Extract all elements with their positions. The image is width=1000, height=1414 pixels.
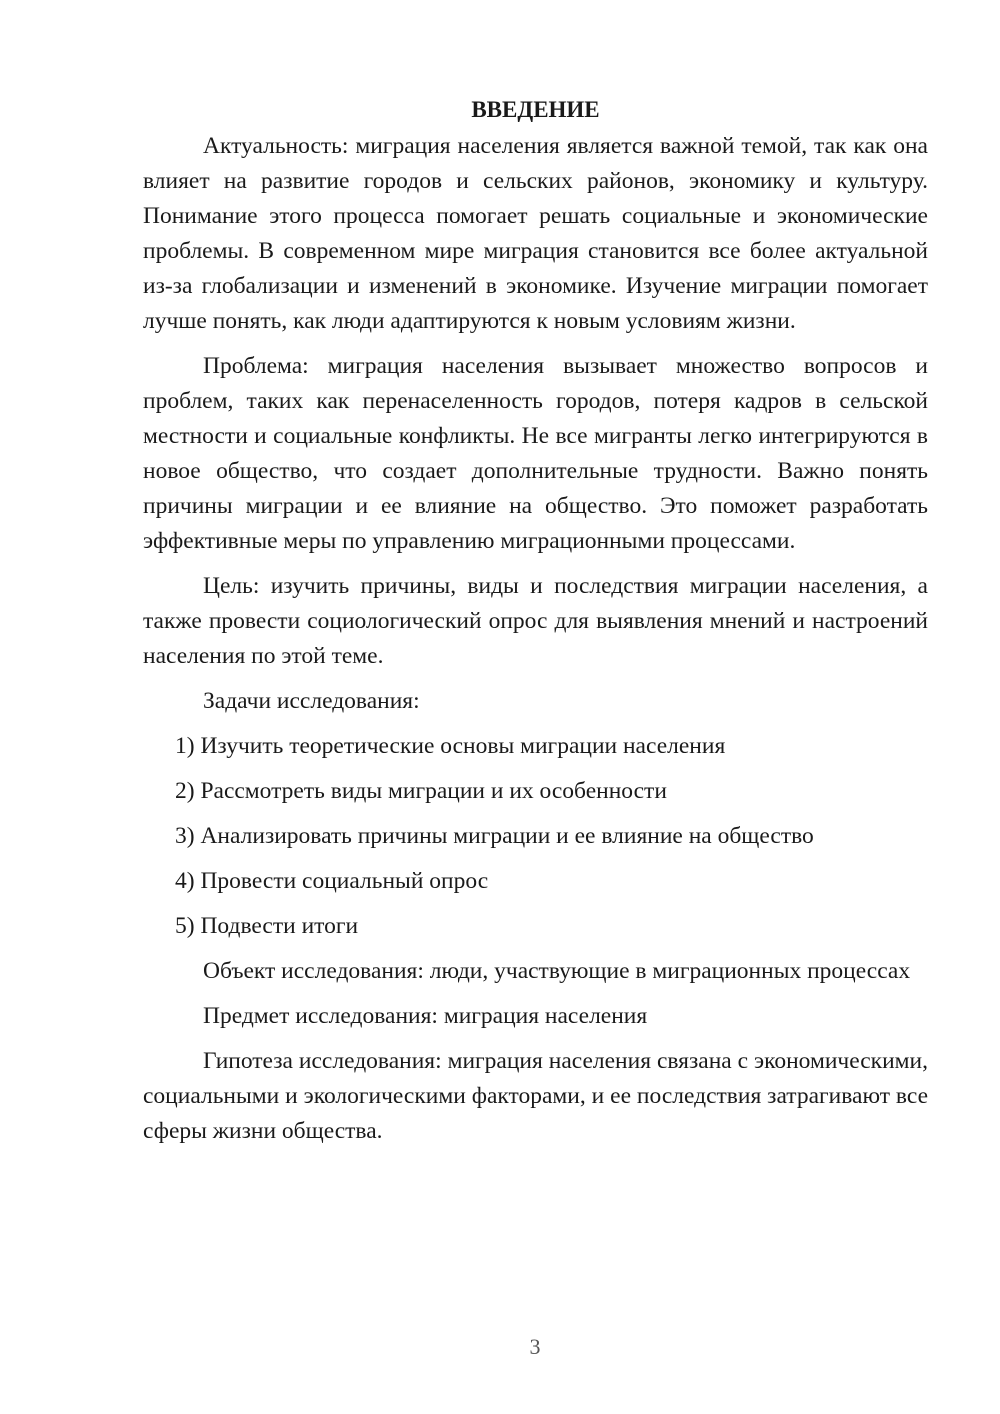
page-number: 3 [529,1334,541,1359]
page-content [143,92,928,1159]
hypothesis-paragraph: Гипотеза исследования: миграция населения связана с экономическими, социальными и экологическими факторами, и ее последствия затрагивают все сферы жизни общества. [143,1048,928,1144]
section-title: ВВЕДЕНИЕ [471,97,600,122]
task-item: 2) Рассмотреть виды миграции и их особенности [175,778,667,804]
problem-paragraph: Проблема: миграция населения вызывает множество вопросов и проблем, таких как перенаселенность городов, потеря кадров в сельской местности и социальные конфликты. Не все мигранты легко интегрируются в новое общество, что создает дополнительные трудности. Важно понять причины миграции и ее влияние на общество. Это поможет разработать эффективные меры по управлению миграционными процессами. [143,353,928,554]
task-item: 5) Подвести итоги [175,913,359,939]
task-item: 1) Изучить теоретические основы миграции населения [175,733,726,759]
task-item: 3) Анализировать причины миграции и ее влияние на общество [175,823,814,849]
research-object-paragraph: Объект исследования: люди, участвующие в миграционных процессах [203,958,911,984]
research-subject-paragraph: Предмет исследования: миграция населения [203,1003,648,1029]
tasks-heading: Задачи исследования: [203,688,420,714]
relevance-paragraph: Актуальность: миграция населения является важной темой, так как она влияет на развитие городов и сельских районов, экономику и культуру. Понимание этого процесса помогает решать социальные и экономические проблемы. В современном мире миграция становится все более актуальной из-за глобализации и изменений в экономике. Изучение миграции помогает лучше понять, как люди адаптируются к новым условиям жизни. [143,133,928,334]
tasks-list [143,729,928,944]
goal-paragraph: Цель: изучить причины, виды и последствия миграции населения, а также провести социологический опрос для выявления мнений и настроений населения по этой теме. [143,573,928,669]
task-item: 4) Провести социальный опрос [175,868,489,894]
